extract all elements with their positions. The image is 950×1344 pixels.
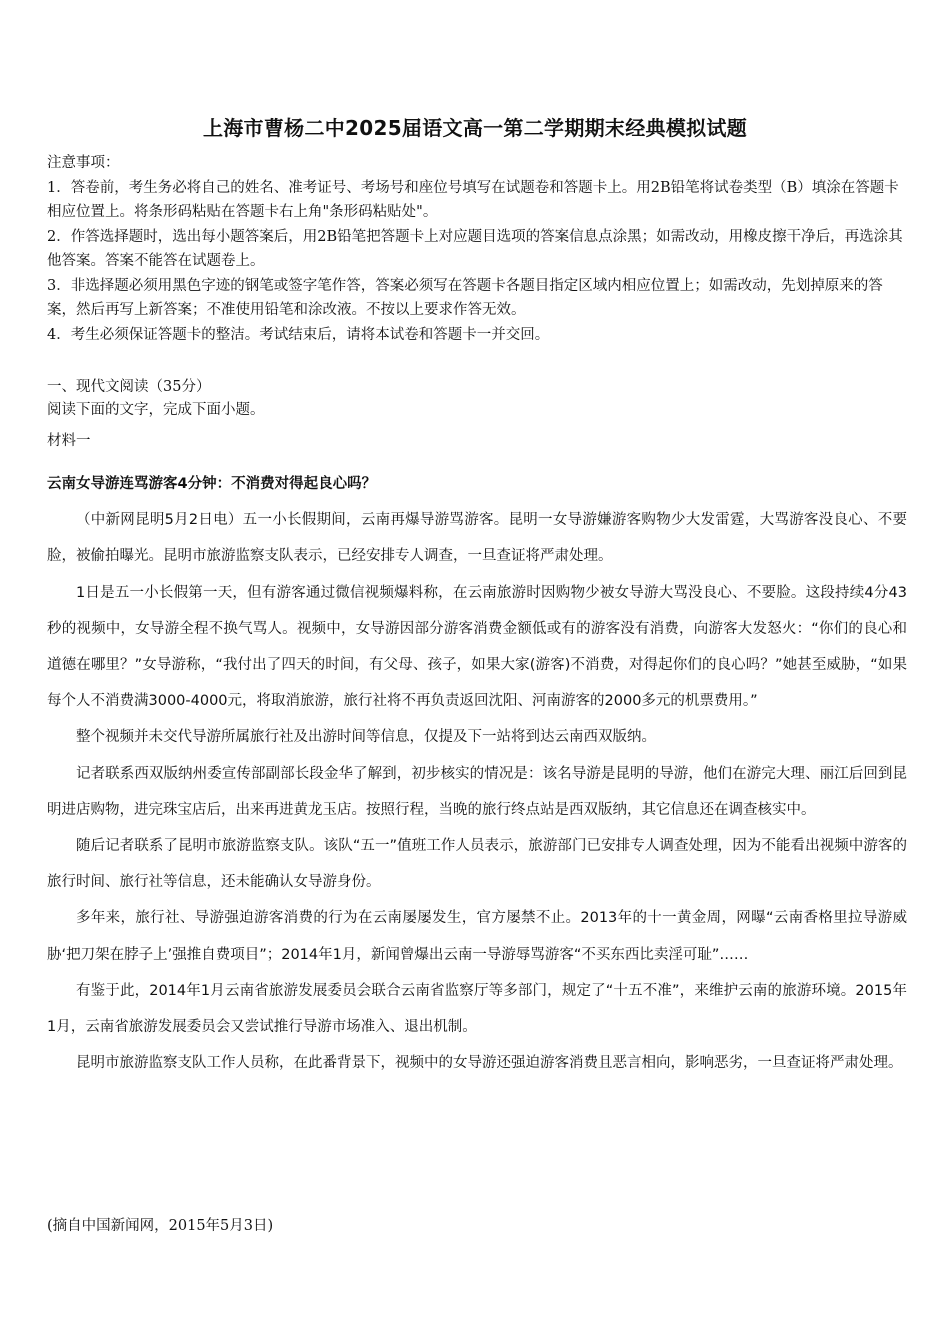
article-paragraph: 有鉴于此，2014年1月云南省旅游发展委员会联合云南省监察厅等多部门，规定了“十五不准”，来维护云南的旅游环境。2015年1月，云南省旅游发展委员会又尝试推行导游市场准入、退出机制。	[47, 982, 907, 1036]
section-instruction: 阅读下面的文字，完成下面小题。	[47, 402, 265, 418]
article-paragraph: 整个视频并未交代导游所属旅行社及出游时间等信息，仅提及下一站将到达云南西双版纳。	[76, 729, 656, 746]
notice-item: 2．作答选择题时，选出每小题答案后，用2B铅笔把答题卡上对应题目选项的答案信息点涂黑；如需改动，用橡皮擦干净后，再选涂其他答案。答案不能答在试题卷上。	[47, 228, 903, 269]
article-paragraph: 1日是五一小长假第一天，但有游客通过微信视频爆料称，在云南旅游时因购物少被女导游大骂没良心、不要脸。这段持续4分43秒的视频中，女导游全程不换气骂人。视频中，女导游因部分游客消费金额低或有的游客没有消费，向游客大发怒火：“你们的良心和道德在哪里？”女导游称，“我付出了四天的时间，有父母、孩子，如果大家(游客)不消费，对得起你们的良心吗？”她甚至威胁，“如果每个人不消费满3000-4000元，将取消旅游，旅行社将不再负责返回沈阳、河南游客的2000多元的机票费用。”	[47, 584, 907, 710]
article-paragraph: 随后记者联系了昆明市旅游监察支队。该队“五一”值班工作人员表示，旅游部门已安排专人调查处理，因为不能看出视频中游客的旅行时间、旅行社等信息，还未能确认女导游身份。	[47, 838, 907, 891]
notice-item: 1．答卷前，考生务必将自己的姓名、准考证号、考场号和座位号填写在试题卷和答题卡上。用2B铅笔将试卷类型（B）填涂在答题卡相应位置上。将条形码粘贴在答题卡右上角"条形码粘贴处"。	[47, 179, 899, 220]
notice-item: 4．考生必须保证答题卡的整洁。考试结束后，请将本试卷和答题卡一并交回。	[47, 326, 550, 343]
exam-title: 上海市曹杨二中2025届语文高一第二学期期末经典模拟试题	[202, 116, 748, 140]
section-heading: 一、现代文阅读（35分）	[47, 379, 211, 395]
notice-heading: 注意事项：	[47, 155, 120, 171]
notice-block	[47, 151, 907, 347]
article-source: (摘自中国新闻网，2015年5月3日)	[47, 1218, 274, 1234]
material-label: 材料一	[47, 433, 91, 449]
article-paragraph: 记者联系西双版纳州委宣传部副部长段金华了解到，初步核实的情况是：该名导游是昆明的导游，他们在游完大理、丽江后回到昆明进店购物，进完珠宝店后，出来再进黄龙玉店。按照行程，当晚的旅行终点站是西双版纳，其它信息还在调查核实中。	[47, 765, 907, 818]
section-intro	[47, 376, 907, 453]
article-paragraph: （中新网昆明5月2日电）五一小长假期间，云南再爆导游骂游客。昆明一女导游嫌游客购物少大发雷霆，大骂游客没良心、不要脸，被偷拍曝光。昆明市旅游监察支队表示，已经安排专人调查，一旦查证将严肃处理。	[47, 512, 907, 565]
article-paragraph: 多年来，旅行社、导游强迫游客消费的行为在云南屡屡发生，官方屡禁不止。2013年的十一黄金周，网曝“云南香格里拉导游威胁‘把刀架在脖子上’强推自费项目”；2014年1月，新闻曾爆出云南一导游辱骂游客“不买东西比卖淫可耻”……	[47, 910, 907, 963]
article-headline: 云南女导游连骂游客4分钟：不消费对得起良心吗？	[47, 476, 377, 492]
notice-item: 3．非选择题必须用黑色字迹的钢笔或签字笔作答，答案必须写在答题卡各题目指定区域内相应位置上；如需改动，先划掉原来的答案，然后再写上新答案；不准使用铅笔和涂改液。不按以上要求作答无效。	[47, 277, 883, 318]
article-paragraph: 昆明市旅游监察支队工作人员称，在此番背景下，视频中的女导游还强迫游客消费且恶言相向，影响恶劣，一旦查证将严肃处理。	[76, 1055, 903, 1072]
article-body	[47, 466, 907, 1081]
